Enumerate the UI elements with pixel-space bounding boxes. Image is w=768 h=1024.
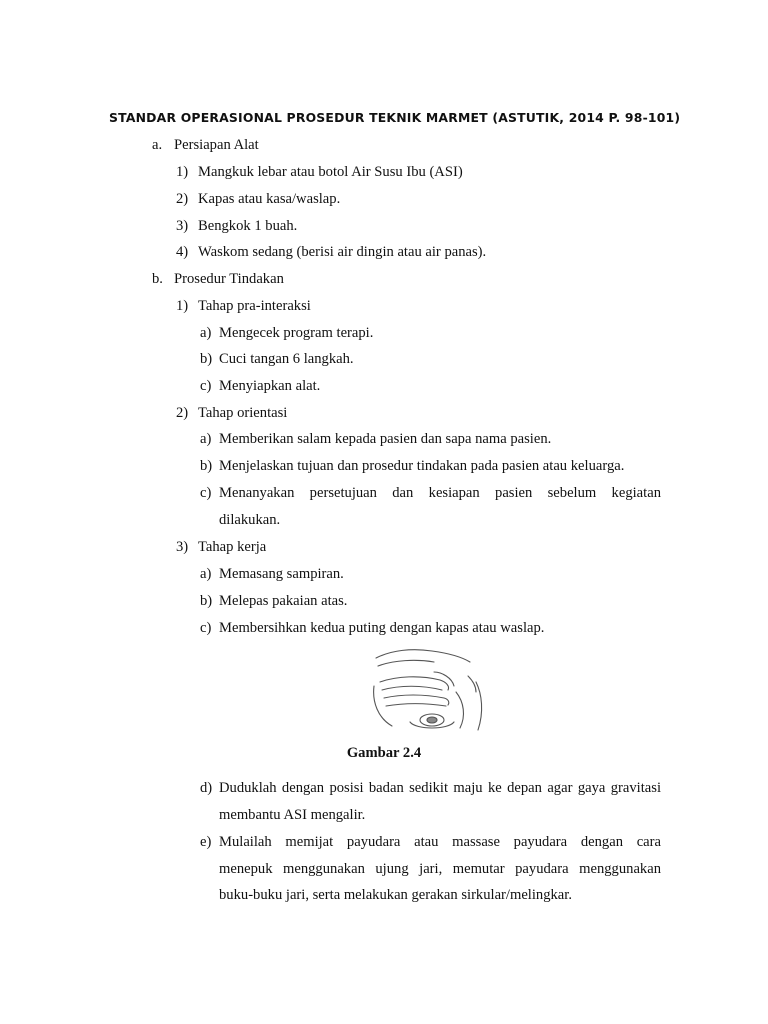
list-item-letter: a) [200, 325, 212, 341]
list-item-number: 2) [176, 191, 189, 207]
stage-number: 3) [176, 539, 189, 555]
list-item-text: Memasang sampiran. [219, 566, 344, 582]
list-item-letter: a) [200, 431, 212, 447]
list-item-text: Mulailah memijat payudara atau massase payudara dengan cara [219, 834, 661, 850]
list-item-letter: b) [200, 458, 213, 474]
stage-number: 1) [176, 298, 189, 314]
stage-label: Tahap pra-interaksi [198, 298, 311, 314]
list-item-letter: c) [200, 620, 212, 636]
list-item-number: 4) [176, 244, 189, 260]
list-item-text: Duduklah dengan posisi badan sedikit maju ke depan agar gaya gravitasi [219, 780, 661, 796]
list-item-text: Mangkuk lebar atau botol Air Susu Ibu (ASI) [198, 164, 463, 180]
list-item-letter: e) [200, 834, 212, 850]
section-a-label: Persiapan Alat [174, 137, 259, 153]
list-item-text: Kapas atau kasa/waslap. [198, 191, 341, 207]
list-item-text: Menanyakan persetujuan dan kesiapan pasien sebelum kegiatan [219, 485, 661, 501]
list-item-text: Menjelaskan tujuan dan prosedur tindakan pada pasien atau keluarga. [219, 458, 625, 474]
stage-label: Tahap orientasi [198, 405, 288, 421]
list-item-letter: b) [200, 351, 213, 367]
list-item-letter: b) [200, 593, 213, 609]
list-item-text: Melepas pakaian atas. [219, 593, 348, 609]
list-item-letter: c) [200, 485, 212, 501]
list-item-letter: a) [200, 566, 212, 582]
section-a-marker: a. [152, 137, 163, 153]
list-item-text: Waskom sedang (berisi air dingin atau air panas). [198, 244, 487, 260]
list-item-text: Mengecek program terapi. [219, 325, 374, 341]
list-item-letter: c) [200, 378, 212, 394]
list-item-text: buku-buku jari, serta melakukan gerakan sirkular/melingkar. [219, 887, 572, 903]
breast-massage-illustration [372, 642, 488, 738]
list-item-text: menepuk menggunakan ujung jari, memutar payudara menggunakan [219, 861, 661, 877]
section-b-marker: b. [152, 271, 163, 287]
stage-number: 2) [176, 405, 189, 421]
list-item-text: Menyiapkan alat. [219, 378, 321, 394]
list-item-text: dilakukan. [219, 512, 281, 528]
list-item-text: Bengkok 1 buah. [198, 218, 298, 234]
list-item-text: Cuci tangan 6 langkah. [219, 351, 354, 367]
stage-label: Tahap kerja [198, 539, 267, 555]
figure-caption: Gambar 2.4 [346, 745, 422, 761]
section-b-label: Prosedur Tindakan [174, 271, 284, 287]
list-item-text: Membersihkan kedua puting dengan kapas atau waslap. [219, 620, 545, 636]
document-title: STANDAR OPERASIONAL PROSEDUR TEKNIK MARMET (ASTUTIK, 2014 P. 98-101) [109, 110, 681, 125]
hand-drawing-icon [372, 642, 488, 738]
list-item-number: 1) [176, 164, 189, 180]
list-item-text: Memberikan salam kepada pasien dan sapa nama pasien. [219, 431, 552, 447]
list-item-letter: d) [200, 780, 213, 796]
list-item-number: 3) [176, 218, 189, 234]
list-item-text: membantu ASI mengalir. [219, 807, 366, 823]
